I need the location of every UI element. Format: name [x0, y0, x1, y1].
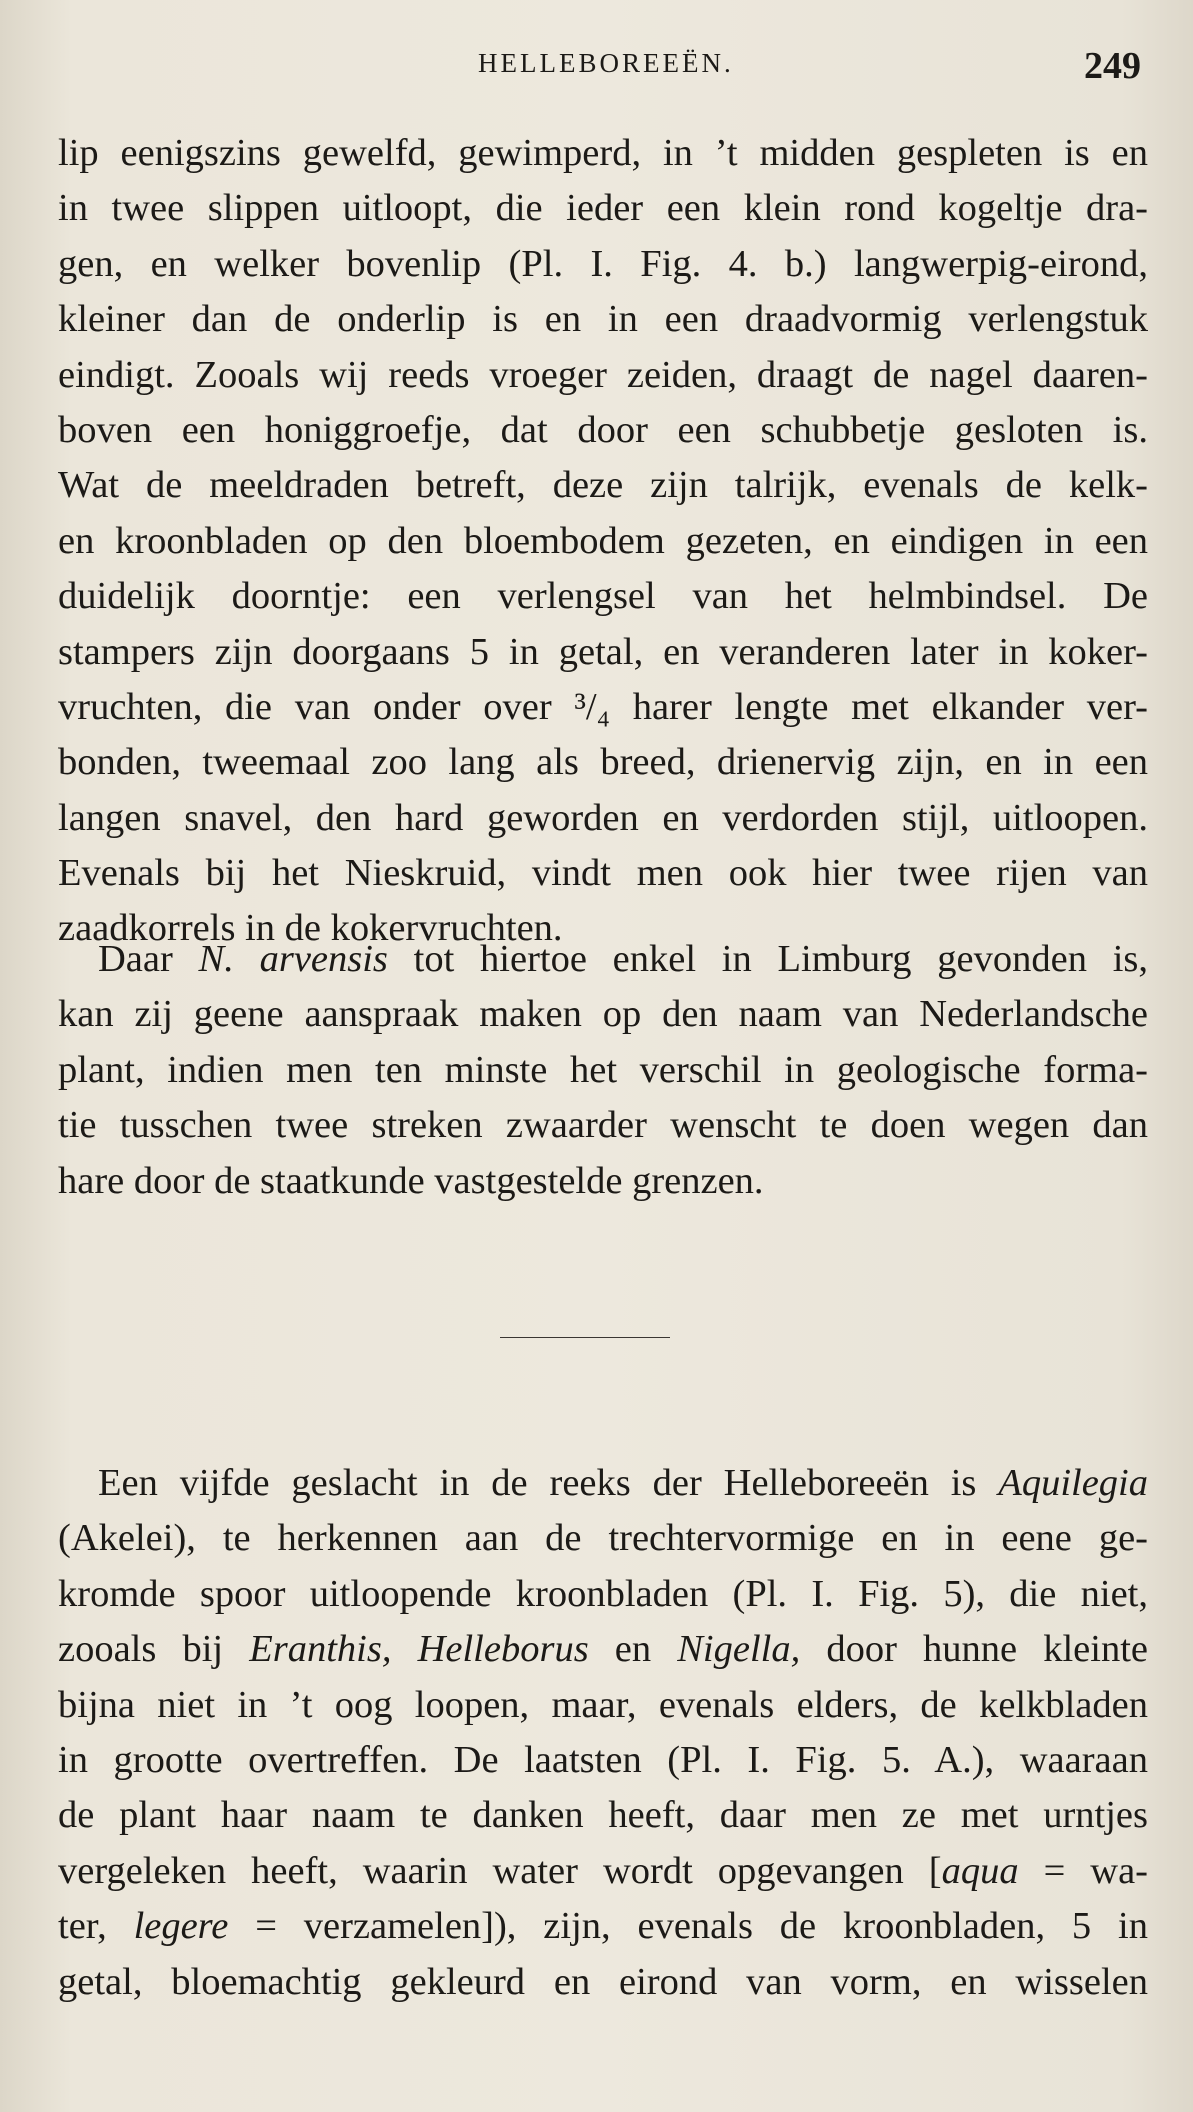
text-line: duidelijk doorntje: een verlengsel van het helmbindsel. De — [58, 575, 1148, 618]
text-line: langen snavel, den hard geworden en verdorden stijl, uitloopen. — [58, 796, 1148, 839]
text-line: tie tusschen twee streken zwaarder wenscht te doen wegen dan — [58, 1104, 1148, 1147]
text-line: eindigt. Zooals wij reeds vroeger zeiden, draagt de nagel daaren- — [58, 353, 1148, 396]
paragraph-limburg — [58, 932, 1148, 1209]
text-line: in grootte overtreffen. De laatsten (Pl. I. Fig. 5. A.), waaraan — [58, 1738, 1148, 1781]
text-line — [58, 1899, 1148, 1954]
running-head: HELLEBOREEËN. — [478, 48, 734, 78]
text-line: gen, en welker bovenlip (Pl. I. Fig. 4. b.) langwerpig-eirond, — [58, 242, 1148, 285]
text-line — [58, 932, 1148, 987]
genus-name: Nigella, — [677, 1628, 801, 1671]
text-line: kan zij geene aanspraak maken op den naam van Nederlandsche — [58, 993, 1148, 1036]
text-segment: vergeleken heeft, waarin water wordt opgevangen [ — [58, 1849, 942, 1892]
text-segment: Daar — [98, 938, 199, 980]
text-line: lip eenigszins gewelfd, gewimperd, in ’t midden gespleten is en — [58, 132, 1148, 174]
text-line — [58, 1844, 1148, 1899]
text-line: boven een honiggroefje, dat door een schubbetje gesloten is. — [58, 408, 1148, 451]
text-line: (Akelei), te herkennen aan de trechtervormige en in eene ge- — [58, 1517, 1148, 1560]
text-segment: tot hiertoe enkel in Limburg gevonden is, — [387, 938, 1148, 980]
text-segment: zooals bij — [58, 1628, 250, 1671]
text-segment: = wa- — [1018, 1849, 1148, 1892]
text-line — [58, 1456, 1148, 1511]
species-name: N. arvensis — [198, 938, 388, 980]
latin-word: aqua — [941, 1849, 1019, 1892]
latin-word: legere — [133, 1905, 229, 1948]
section-divider — [500, 1337, 670, 1338]
text-line: kleiner dan de onderlip is en in een draadvormig verlengstuk — [58, 298, 1148, 341]
paragraph-aquilegia — [58, 1456, 1148, 2010]
text-segment: en — [588, 1628, 678, 1671]
text-line: bonden, tweemaal zoo lang als breed, drienervig zijn, en in een — [58, 741, 1148, 784]
text-line: hare door de staatkunde vastgestelde grenzen. — [58, 1159, 764, 1202]
text-line — [58, 1622, 1148, 1677]
text-segment: door hunne kleinte — [800, 1628, 1148, 1671]
text-line: bijna niet in ’t oog loopen, maar, evenals elders, de kelkbladen — [58, 1683, 1148, 1726]
text-line: Wat de meeldraden betreft, deze zijn talrijk, evenals de kelk- — [58, 464, 1148, 507]
text-segment: = verzamelen]), zijn, evenals de kroonbladen, 5 in — [228, 1905, 1148, 1948]
genus-names: Eranthis, Helleborus — [249, 1628, 589, 1671]
text-line: vruchten, die van onder over ³/₄ harer lengte met elkander ver- — [58, 685, 1148, 728]
text-line: stampers zijn doorgaans 5 in getal, en veranderen later in koker- — [58, 630, 1148, 673]
text-line: en kroonbladen op den bloembodem gezeten, en eindigen in een — [58, 519, 1148, 562]
text-line: plant, indien men ten minste het verschil in geologische forma- — [58, 1048, 1148, 1091]
text-line: kromde spoor uitloopende kroonbladen (Pl. I. Fig. 5), die niet, — [58, 1572, 1148, 1615]
text-segment: Een vijfde geslacht in de reeks der Helleboreeën is — [98, 1462, 999, 1504]
text-segment: ter, — [58, 1905, 134, 1948]
text-line: zaadkorrels in de kokervruchten. — [58, 907, 563, 950]
text-line: getal, bloemachtig gekleurd en eirond van vorm, en wisselen — [58, 1960, 1148, 2003]
genus-name: Aquilegia — [998, 1462, 1148, 1504]
paragraph-continuation — [58, 126, 1148, 957]
page-number: 249 — [1084, 45, 1141, 87]
text-line: Evenals bij het Nieskruid, vindt men ook hier twee rijen van — [58, 852, 1148, 895]
text-line: in twee slippen uitloopt, die ieder een klein rond kogeltje dra- — [58, 187, 1148, 230]
text-line: de plant haar naam te danken heeft, daar men ze met urntjes — [58, 1794, 1148, 1837]
